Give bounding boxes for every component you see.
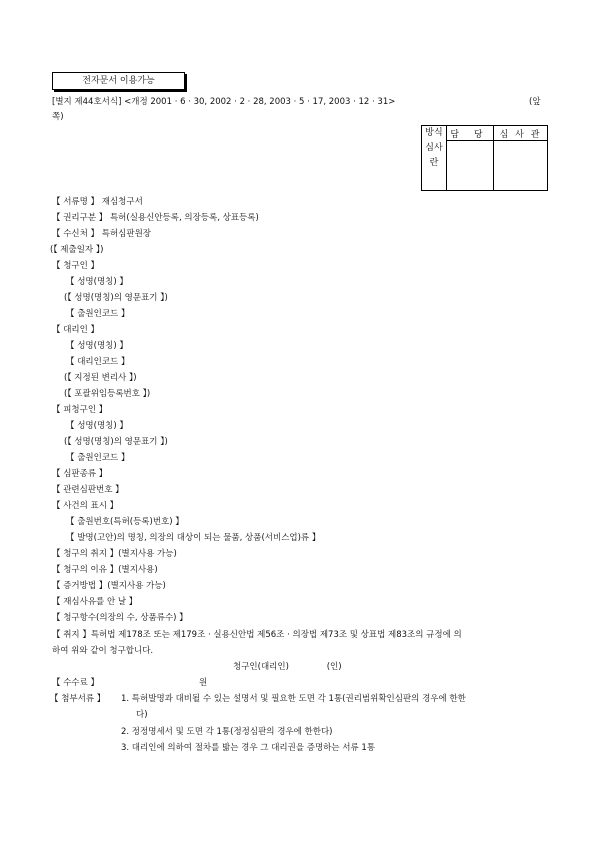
field-agent: 【 대리인 】 [52, 325, 100, 335]
field-respondent-english-name: (【 성명(명칭)의 영문표기 】) [64, 437, 168, 447]
field-reason-of-claim: 【 청구의 이유 】(별지사용) [52, 565, 158, 575]
field-case-indication: 【 사건의 표시 】 [52, 501, 119, 511]
field-general-power-number: (【 포괄위임등록번호 】) [64, 389, 151, 399]
field-recipient: 【 수신처 】 특허심판원장 [52, 229, 152, 239]
page-side-note: (앞 [529, 97, 541, 107]
field-claimant-code: 【 출원인코드 】 [66, 309, 130, 319]
attachment-item-1: 1. 특허발명과 대비될 수 있는 설명서 및 필요한 도면 각 1통(권리범위확인심판의 경우에 한한 [121, 694, 466, 704]
field-application-number: 【 출원번호(특허(등록)번호) 】 [66, 517, 184, 527]
field-purpose-of-claim: 【 청구의 취지 】(별지사용 가능) [52, 549, 177, 559]
field-evidence: 【 증거방법 】(별지사용 가능) [52, 581, 166, 591]
electronic-document-badge: 전자문서 이용가능 [52, 72, 185, 90]
purpose-statement: 【 취지 】특허법 제178조 또는 제179조 · 실용신안법 제56조 · 의장법 제73조 및 상표법 제83조의 규정에 의 [52, 630, 462, 640]
stamp-col-officer: 담 당 [450, 130, 489, 140]
review-stamp-box [421, 125, 548, 191]
field-respondent-code: 【 출원인코드 】 [66, 453, 130, 463]
field-claimant-english-name: (【 성명(명칭)의 영문표기 】) [64, 293, 168, 303]
stamp-col-examiner: 심 사 관 [499, 130, 542, 140]
field-claim-count: 【 청구항수(의장의 수, 상품류수) 】 [52, 613, 188, 623]
method-review-label: 방식심사란 [425, 128, 443, 168]
attachment-item-2: 2. 정정명세서 및 도면 각 1통(정정심판의 경우에 한한다) [121, 727, 333, 737]
page-side-note-cont: 쪽) [52, 112, 64, 122]
field-claimant: 【 청구인 】 [52, 261, 100, 271]
fee-unit: 원 [199, 678, 208, 688]
field-agent-name: 【 성명(명칭) 】 [66, 341, 128, 351]
field-retrial-reason-date: 【 재심사유를 안 날 】 [52, 597, 138, 607]
field-document-name: 【 서류명 】 재심청구서 [52, 197, 143, 207]
form-reference: [별지 제44호서식] <개정 2001 · 6 · 30, 2002 · 2 · 28, 2003 · 5 · 17, 2003 · 12 · 31> [52, 97, 396, 107]
attachment-item-1-cont: 다) [136, 710, 148, 720]
field-related-trial-number: 【 관련심판번호 】 [52, 485, 124, 495]
field-respondent-name: 【 성명(명칭) 】 [66, 421, 128, 431]
attachment-item-3: 3. 대리인에 의하여 절차를 밟는 경우 그 대리권을 증명하는 서류 1통 [121, 743, 376, 753]
attachments-label: 【 첨부서류 】 [50, 694, 106, 704]
field-respondent: 【 피청구인 】 [52, 405, 108, 415]
fee-label: 【 수수료 】 [52, 678, 100, 688]
signature-line: 청구인(대리인) (인) [233, 662, 342, 672]
field-right-type: 【 권리구분 】 특허(실용신안등록, 의장등록, 상표등록) [52, 213, 259, 223]
field-invention-title: 【 발명(고안)의 명칭, 의장의 대상이 되는 물품, 상품(서비스업)류 】 [66, 533, 321, 543]
field-agent-code: 【 대리인코드 】 [66, 357, 130, 367]
field-designated-attorney: (【 지정된 변리사 】) [64, 373, 137, 383]
field-claimant-name: 【 성명(명칭) 】 [66, 277, 128, 287]
purpose-statement-cont: 하여 위와 같이 청구합니다. [52, 646, 154, 656]
field-trial-type: 【 심판종류 】 [52, 469, 108, 479]
field-submission-date: (【 제출일자 】) [50, 245, 104, 255]
